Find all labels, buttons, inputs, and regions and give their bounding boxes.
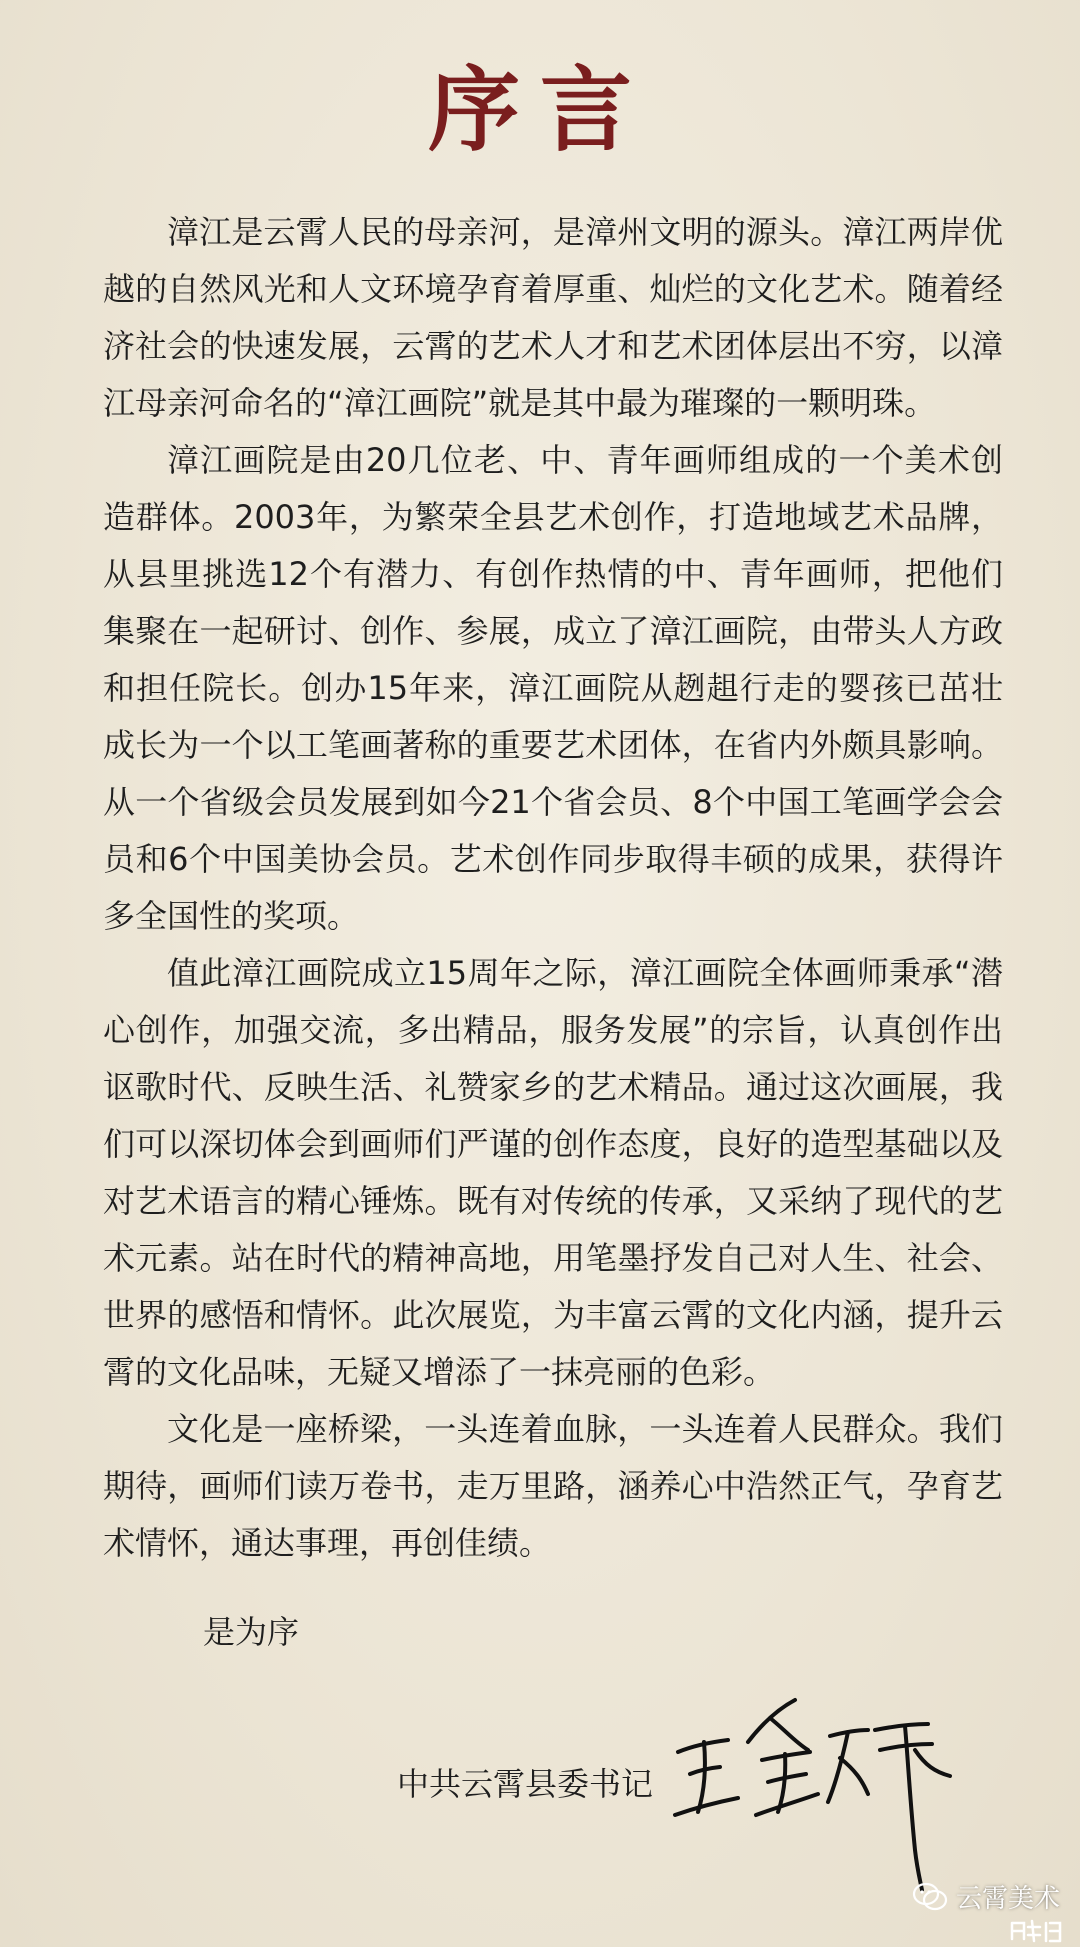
preface-body [103, 204, 1003, 1572]
preface-paragraph-1: 漳江是云霄人民的母亲河，是漳州文明的源头。漳江两岸优越的自然风光和人文环境孕育着厚重、灿烂的文化艺术。随着经济社会的快速发展，云霄的艺术人才和艺术团体层出不穷，以漳江母亲河命名的“漳江画院”就是其中最为璀璨的一颗明珠。 [103, 213, 1003, 422]
watermark-text: 云霄美术 [955, 1884, 1060, 1914]
handwritten-signature [670, 1690, 970, 1900]
watermark [912, 1878, 1060, 1915]
preface-paragraph-2: 漳江画院是由20几位老、中、青年画师组成的一个美术创造群体。2003年，为繁荣全县艺术创作，打造地域艺术品牌，从县里挑选12个有潜力、有创作热情的中、青年画师，把他们集聚在一起研讨、创作、参展，成立了漳江画院，由带头人方政和担任院长。创办15年来，漳江画院从趔趄行走的婴孩已茁壮成长为一个以工笔画著称的重要艺术团体，在省内外颇具影响。从一个省级会员发展到如今21个省会员、8个中国工笔画学会会员和6个中国美协会员。艺术创作同步取得丰硕的成果，获得许多全国性的奖项。 [103, 441, 1003, 935]
preface-paragraph-3: 值此漳江画院成立15周年之际，漳江画院全体画师秉承“潜心创作，加强交流，多出精品，服务发展”的宗旨，认真创作出讴歌时代、反映生活、礼赞家乡的艺术精品。通过这次画展，我们可以深切体会到画师们严谨的创作态度，良好的造型基础以及对艺术语言的精心锤炼。既有对传统的传承，又采纳了现代的艺术元素。站在时代的精神高地，用笔墨抒发自己对人生、社会、世界的感悟和情怀。此次展览，为丰富云霄的文化内涵，提升云霄的文化品味，无疑又增添了一抹亮丽的色彩。 [103, 954, 1003, 1391]
corner-seal-mark [1006, 1917, 1066, 1945]
wechat-icon [912, 1882, 948, 1912]
signer-title: 中共云霄县委书记 [397, 1765, 654, 1803]
preface-paragraph-4: 文化是一座桥梁，一头连着血脉，一头连着人民群众。我们期待，画师们读万卷书，走万里路，涵养心中浩然正气，孕育艺术情怀，通达事理，再创佳绩。 [103, 1410, 1003, 1562]
page-title: 序言 [427, 56, 652, 164]
closing-phrase: 是为序 [203, 1613, 300, 1651]
